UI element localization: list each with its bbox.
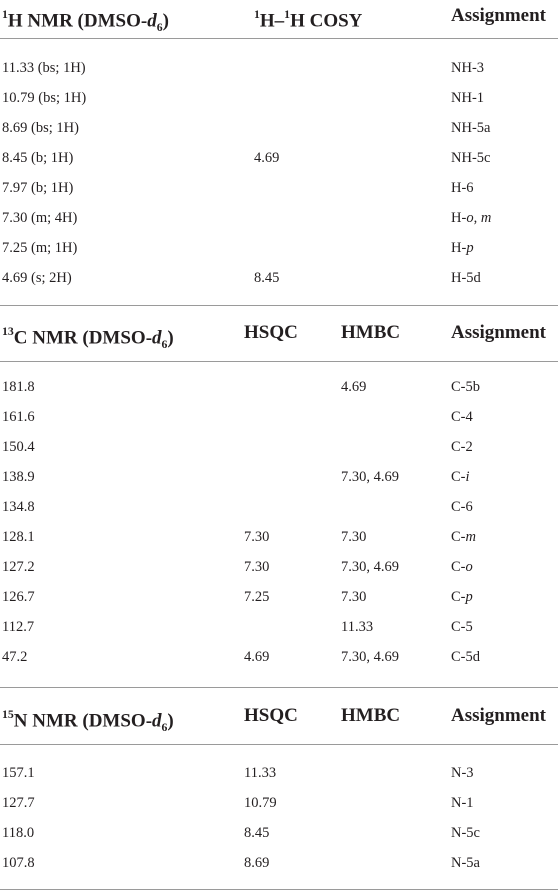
divider (0, 687, 558, 688)
table-row (0, 83, 558, 113)
header-13c-nmr: $^{13}$C NMR $(DMSO-d_6)$ (2, 325, 174, 352)
divider (0, 38, 558, 39)
assignment-cell: C-5 (451, 619, 473, 635)
shift-cell: 150.4 (2, 439, 35, 455)
shift-cell: 181.8 (2, 379, 35, 395)
shift-cell: 107.8 (2, 855, 35, 871)
table-row (0, 53, 558, 83)
assignment-cell: H-6 (451, 180, 474, 196)
shift-cell: 127.7 (2, 795, 35, 811)
shift-cell: 11.33 (bs; 1H) (2, 60, 86, 76)
table-row (0, 552, 558, 582)
shift-cell: 7.25 (m; 1H) (2, 240, 78, 256)
shift-cell: 127.2 (2, 559, 35, 575)
header-hmbc: HMBC (341, 705, 401, 726)
table-row (0, 758, 558, 788)
shift-cell: 10.79 (bs; 1H) (2, 90, 87, 106)
assignment-cell: NH-5a (451, 120, 491, 136)
shift-cell: 4.69 (s; 2H) (2, 270, 72, 286)
assignment-cell: N-3 (451, 765, 474, 781)
shift-cell: 134.8 (2, 499, 35, 515)
shift-cell: 126.7 (2, 589, 35, 605)
assignment-cell: NH-1 (451, 90, 485, 106)
cosy-cell: 4.69 (254, 150, 280, 166)
shift-cell: 8.45 (b; 1H) (2, 150, 74, 166)
divider (0, 361, 558, 362)
shift-cell: 7.97 (b; 1H) (2, 180, 74, 196)
assignment-cell: H-5d (451, 270, 481, 286)
assignment-cell: H-o, m (451, 210, 492, 226)
hmbc-cell: 7.30, 4.69 (341, 559, 399, 575)
table-row (0, 432, 558, 462)
section-header-13c (0, 318, 558, 352)
table-row (0, 203, 558, 233)
assignment-cell: C-o (451, 559, 473, 575)
table-row (0, 263, 558, 293)
divider (0, 889, 558, 890)
shift-cell: 161.6 (2, 409, 35, 425)
assignment-cell: NH-5c (451, 150, 491, 166)
assignment-cell: C-6 (451, 499, 473, 515)
assignment-cell: C-2 (451, 439, 473, 455)
cosy-cell: 8.45 (254, 270, 280, 286)
shift-cell: 157.1 (2, 765, 35, 781)
assignment-cell: C-i (451, 469, 470, 485)
shift-cell: 118.0 (2, 825, 35, 841)
hsqc-cell: 4.69 (244, 649, 270, 665)
shift-cell: 112.7 (2, 619, 35, 635)
assignment-cell: N-5a (451, 855, 480, 871)
header-assignment: Assignment (451, 322, 547, 343)
table-row (0, 642, 558, 672)
hmbc-cell: 7.30, 4.69 (341, 469, 399, 485)
assignment-cell: C-5d (451, 649, 480, 665)
hsqc-cell: 7.25 (244, 589, 270, 605)
table-row (0, 462, 558, 492)
table-row (0, 582, 558, 612)
table-row (0, 113, 558, 143)
hsqc-cell: 11.33 (244, 765, 277, 781)
hsqc-cell: 10.79 (244, 795, 277, 811)
table-row (0, 492, 558, 522)
hsqc-cell: 7.30 (244, 529, 270, 545)
header-hsqc: HSQC (244, 322, 298, 343)
hmbc-cell: 7.30, 4.69 (341, 649, 399, 665)
divider (0, 744, 558, 745)
header-assignment: Assignment (451, 705, 547, 726)
table-row (0, 788, 558, 818)
header-hmbc: HMBC (341, 322, 401, 343)
table-row (0, 612, 558, 642)
shift-cell: 128.1 (2, 529, 35, 545)
hmbc-cell: 7.30 (341, 529, 367, 545)
table-row (0, 848, 558, 878)
assignment-cell: C-m (451, 529, 476, 545)
section-header-1h (0, 1, 558, 35)
hsqc-cell: 8.69 (244, 855, 270, 871)
assignment-cell: N-5c (451, 825, 480, 841)
table-row (0, 372, 558, 402)
table-row (0, 233, 558, 263)
table-row (0, 522, 558, 552)
table-row (0, 143, 558, 173)
table-row (0, 402, 558, 432)
header-hsqc: HSQC (244, 705, 298, 726)
hmbc-cell: 7.30 (341, 589, 367, 605)
hmbc-cell: 4.69 (341, 379, 367, 395)
assignment-cell: H-p (451, 240, 474, 256)
hsqc-cell: 7.30 (244, 559, 270, 575)
table-row (0, 173, 558, 203)
section-header-15n (0, 701, 558, 735)
header-cosy: $^1$H–$^1$H COSY (254, 8, 363, 32)
assignment-cell: C-5b (451, 379, 480, 395)
header-1h-nmr: $^1$H NMR $(DMSO-d_6)$ (2, 8, 169, 35)
hsqc-cell: 8.45 (244, 825, 270, 841)
table-row (0, 818, 558, 848)
shift-cell: 8.69 (bs; 1H) (2, 120, 79, 136)
header-15n-nmr: $^{15}$N NMR $(DMSO-d_6)$ (2, 708, 174, 735)
assignment-cell: C-4 (451, 409, 473, 425)
shift-cell: 47.2 (2, 649, 28, 665)
hmbc-cell: 11.33 (341, 619, 374, 635)
divider (0, 305, 558, 306)
header-assignment: Assignment (451, 5, 547, 26)
shift-cell: 138.9 (2, 469, 35, 485)
assignment-cell: NH-3 (451, 60, 485, 76)
assignment-cell: N-1 (451, 795, 474, 811)
shift-cell: 7.30 (m; 4H) (2, 210, 78, 226)
assignment-cell: C-p (451, 589, 473, 605)
